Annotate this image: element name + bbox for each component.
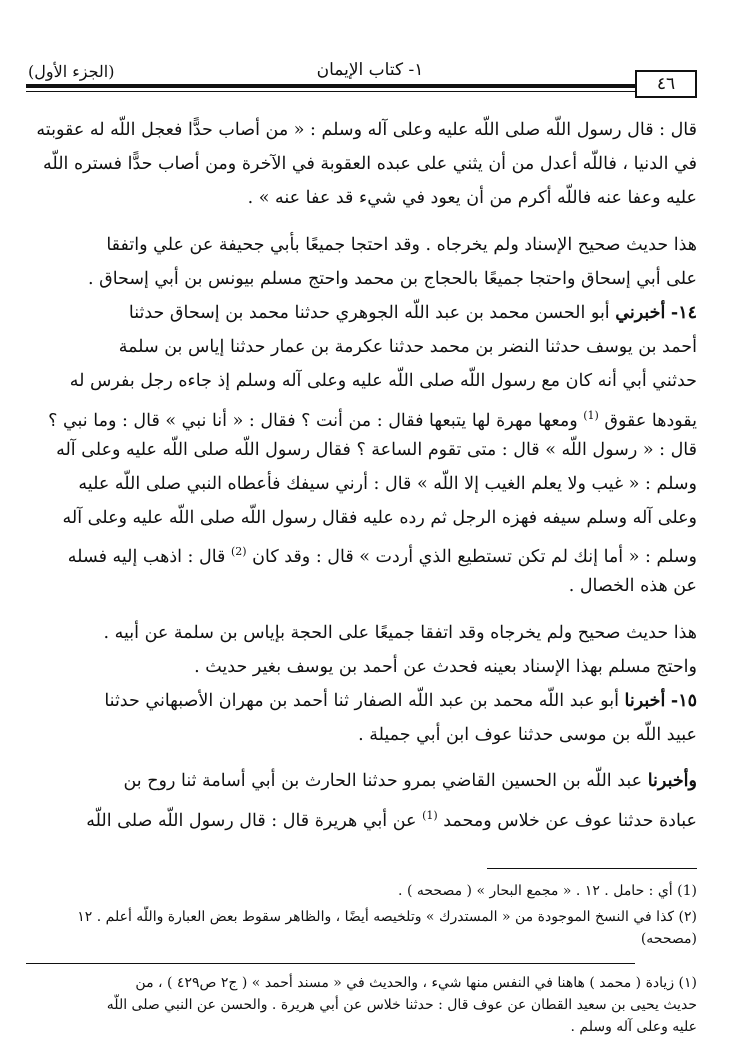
footnote: (١) زيادة ( محمد ) هاهنا في النفس منها شيء ، والحديث في « مسند أحمد » ( ج٢ ص٤٢٩ ) ، من (135, 975, 697, 991)
text-span: عن أبي هريرة قال : قال رسول اللّه صلى اللّه (86, 810, 417, 831)
text-span: أبو عبد اللّه محمد بن عبد اللّه الصفار ثنا أحمد بن مهران الأصبهاني حدثنا (104, 691, 619, 711)
text-line: عليه وعفا عنه فاللّه أكرم من أن يعود في شيء قد عفا عنه » . (247, 188, 697, 209)
text-line: واحتج مسلم بهذا الإسناد بعينه فحدث عن أحمد بن يوسف بغير حديث . (194, 656, 697, 677)
footnote-marker: (1) (422, 808, 438, 822)
text-line (26, 399, 697, 433)
text-span: وسلم : « أما إنك لم تكن تستطيع الذي أردت » قال : وقد كان (252, 547, 697, 568)
editor-footnotes (26, 880, 697, 950)
text-line: وسلم : « غيب ولا يعلم الغيب إلا اللّه » قال : أرني سيفك فأعطاه النبي صلى اللّه عليه (78, 473, 697, 494)
text-span: عبد اللّه بن الحسين القاضي بمرو حدثنا الحارث بن أبي أسامة ثنا روح بن (123, 771, 643, 792)
footnote: عليه وعلى آله وسلم . (570, 1019, 697, 1035)
source-footnotes (26, 972, 697, 1038)
text-span: عبادة حدثنا عوف عن خلاس ومحمد (443, 810, 697, 831)
hadith-lead-word: وأخبرنا (647, 771, 697, 792)
text-line: على أبي إسحاق واحتجا جميعًا بالحجاج بن محمد واحتج مسلم بيونس بن أبي إسحاق . (87, 268, 697, 289)
text-line: هذا حديث صحيح الإسناد ولم يخرجاه . وقد احتجا جميعًا بأبي جحيفة عن علي واتفقا (106, 234, 697, 255)
running-header-chapter: ١- كتاب الإيمان (316, 60, 424, 80)
running-header-part: (الجزء الأول) (28, 62, 115, 81)
hadith-number: ١٤- (670, 302, 697, 323)
text-line: في الدنيا ، فاللّه أعدل من أن يثني على عبده العقوبة في الآخرة ومن أصاب حدًّا فستره اللّه (43, 154, 697, 175)
hadith-15-heading (26, 684, 697, 718)
text-span: يقودها عقوق (604, 410, 697, 431)
page-number: ٤٦ (635, 70, 697, 98)
footnote-marker: (2) (231, 545, 247, 559)
hadith-lead-word: أخبرني (615, 302, 666, 323)
text-span: ومعها مهرة لها يتبعها فقال : من أنت ؟ فقال : « أنا نبي » قال : وما نبي ؟ (48, 410, 578, 431)
text-line: قال : « رسول اللّه » قال : متى تقوم الساعة ؟ فقال رسول اللّه صلى اللّه عليه وعلى آله (56, 439, 697, 460)
hadith-lead-word: أخبرنا (624, 691, 666, 711)
text-line: هذا حديث صحيح ولم يخرجاه وقد اتفقا جميعًا على الحجة بإياس بن سلمة عن أبيه . (103, 622, 697, 643)
footnote: (1) أي : حامل . ١٢ . « مجمع البحار » ( مصححه ) . (398, 883, 697, 899)
text-line: حدثني أبي أنه كان مع رسول اللّه صلى اللّه عليه وعلى آله وسلم إذ جاءه رجل بفرس له (69, 371, 697, 392)
footnote-marker: (1) (583, 408, 599, 422)
footnote-separator (487, 868, 697, 869)
text-line: عبيد اللّه بن موسى حدثنا عوف ابن أبي جميلة . (358, 725, 697, 746)
text-line (26, 764, 697, 798)
text-line (26, 799, 697, 833)
hadith-number: ١٥- (670, 691, 697, 711)
footnote: (مصححه) (640, 931, 697, 947)
text-line: وعلى آله وسلم سيفه فهزه الرجل ثم رده عليه فقال رسول اللّه صلى اللّه عليه وعلى آله (62, 508, 697, 529)
footnote: (٢) كذا في النسخ الموجودة من « المستدرك » وتلخيصه أيضًا ، والظاهر سقوط بعض العبارة واللّه أعلم . ١٢ (77, 909, 697, 925)
text-span: أبو الحسن محمد بن عبد اللّه الجوهري حدثنا محمد بن إسحاق حدثنا (128, 302, 610, 323)
header-rule-thin (26, 91, 635, 92)
text-line (26, 535, 697, 569)
text-line: عن هذه الخصال . (568, 576, 697, 597)
header-rule-thick (26, 84, 635, 88)
main-text (26, 113, 697, 833)
footnote: حديث يحيى بن سعيد القطان عن عوف قال : حدثنا خلاس عن أبي هريرة . والحسن عن النبي صلى اللّه (106, 997, 697, 1013)
text-line: أحمد بن يوسف حدثنا النضر بن محمد حدثنا عكرمة بن عمار حدثنا إياس بن سلمة (118, 337, 697, 358)
hadith-14-heading (26, 296, 697, 330)
text-line: قال : قال رسول اللّه صلى اللّه عليه وعلى آله وسلم : « من أصاب حدًّا فعجل اللّه له عقوبته (36, 120, 697, 140)
text-span: قال : اذهب إليه فسله (67, 547, 226, 568)
footnote-separator (26, 963, 635, 964)
